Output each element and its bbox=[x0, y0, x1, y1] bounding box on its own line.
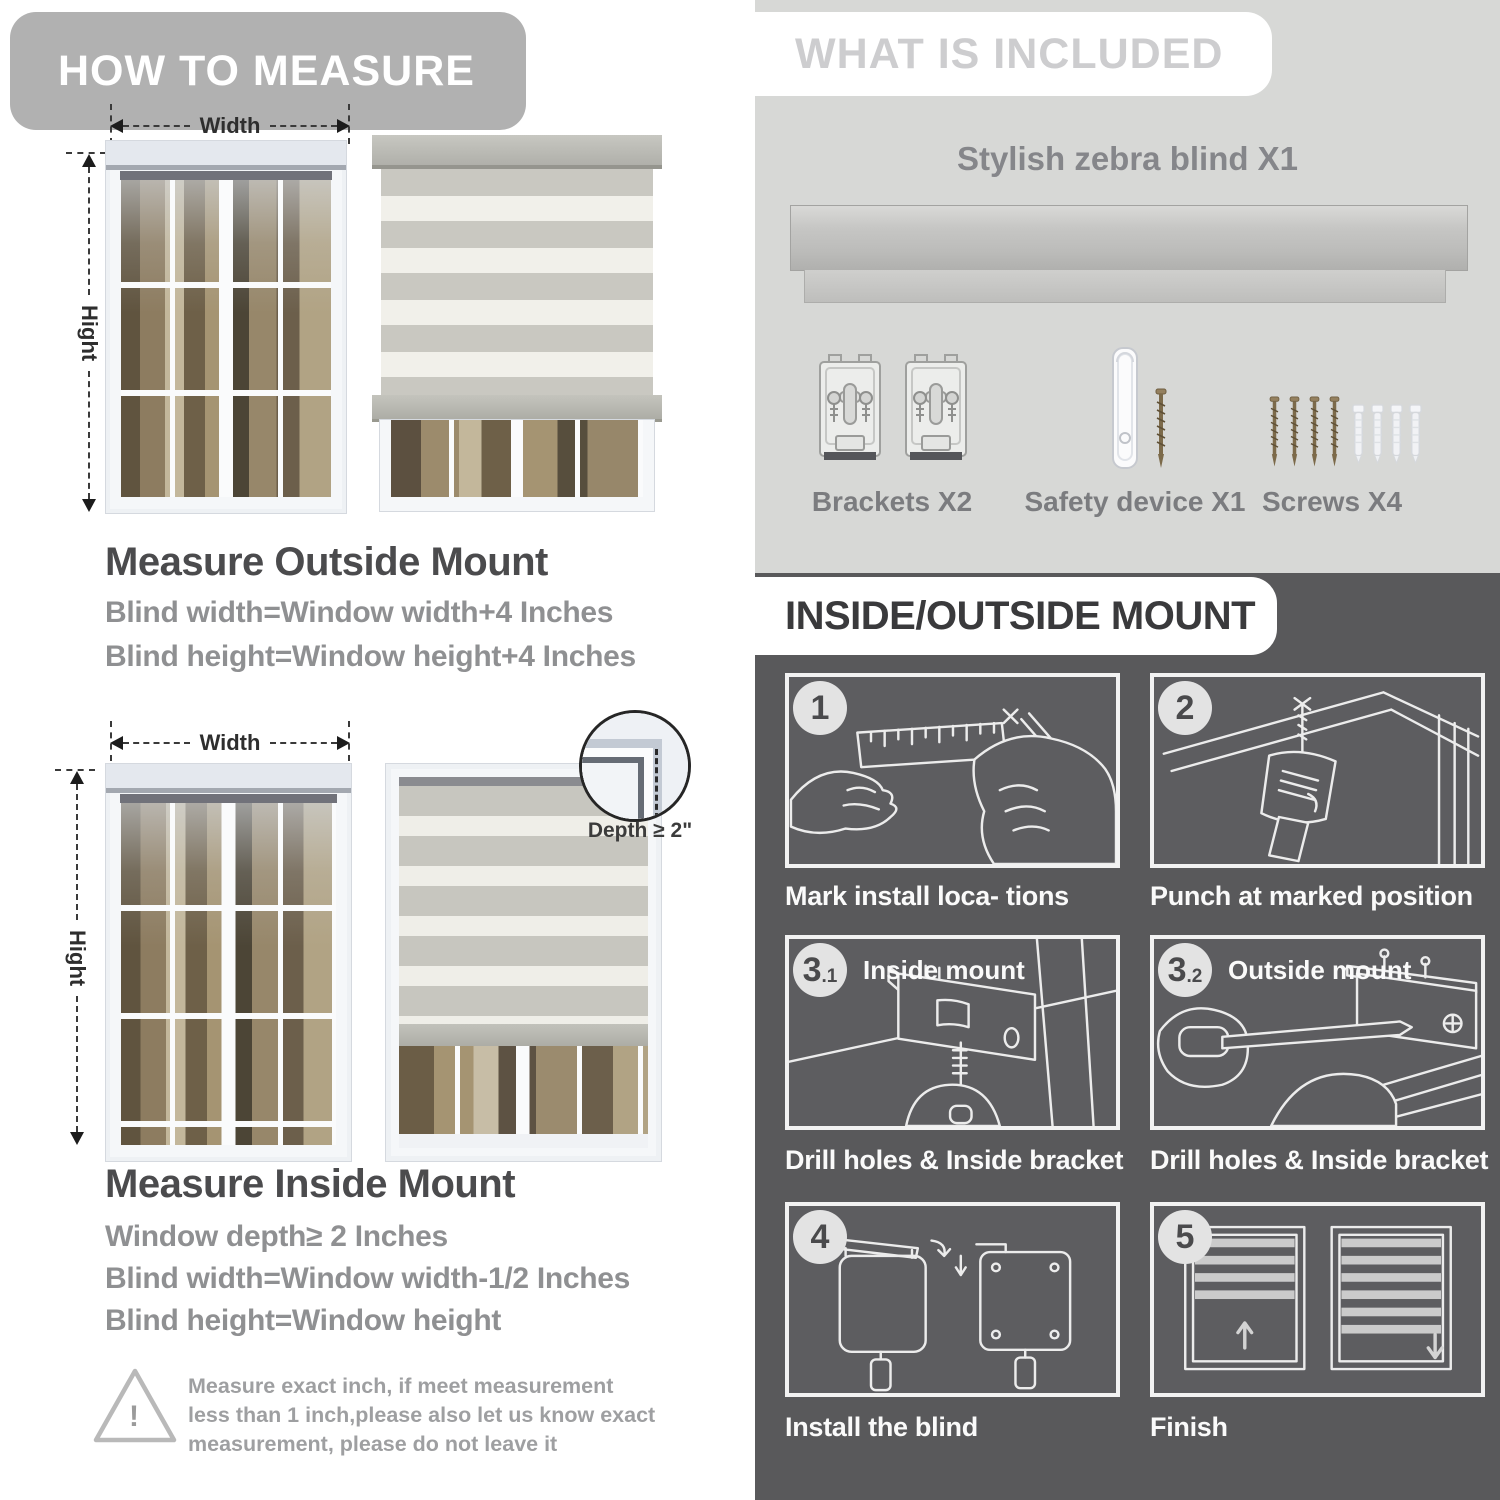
anchors-group bbox=[1351, 402, 1423, 466]
product-label: Stylish zebra blind X1 bbox=[956, 140, 1299, 177]
blind-bottom-rail bbox=[372, 395, 662, 422]
warning-text: Measure exact inch, if meet measurement less than 1 inch,please also let us know exact measurement, please do not leave it bbox=[188, 1374, 656, 1456]
screw-icon bbox=[1327, 396, 1342, 470]
arrow-down-icon bbox=[82, 499, 96, 512]
frame-inner-band bbox=[579, 757, 644, 822]
step-number: 1 bbox=[810, 689, 830, 727]
window-below-blind bbox=[379, 419, 655, 512]
window-head-board bbox=[106, 141, 346, 170]
what-is-included-title: WHAT IS INCLUDED bbox=[795, 29, 1224, 78]
step3-1-caption: Drill holes & Inside bracket bbox=[785, 1145, 1124, 1175]
safety-device-label: Safety device X1 bbox=[1024, 486, 1246, 517]
step-number: 5 bbox=[1175, 1218, 1195, 1256]
inside-mount-heading: Measure Inside Mount bbox=[105, 1162, 516, 1206]
arrow-left-icon bbox=[110, 736, 123, 750]
step-panel-2 bbox=[1150, 673, 1485, 868]
step-number: 4 bbox=[810, 1218, 830, 1256]
blind-bottom-rail bbox=[399, 1024, 648, 1048]
outside-mount-diagram bbox=[60, 110, 700, 520]
mount-section-header bbox=[755, 577, 1277, 655]
what-is-included-header bbox=[755, 12, 1272, 96]
height-arrow bbox=[76, 154, 102, 512]
wall-anchor-icon bbox=[1389, 402, 1404, 466]
step-panel-5 bbox=[1150, 1202, 1485, 1397]
blind-headrail bbox=[372, 135, 662, 169]
step-number-sub: .2 bbox=[1186, 966, 1203, 987]
outside-mount-label: Outside mount bbox=[1228, 955, 1412, 985]
screw-icon bbox=[1267, 396, 1282, 470]
step-panel-3-1 bbox=[785, 935, 1120, 1130]
step5-caption: Finish bbox=[1150, 1412, 1228, 1442]
brackets-label: Brackets X2 bbox=[811, 486, 973, 517]
step-number-badge bbox=[793, 681, 847, 735]
zebra-blind-illustration bbox=[372, 135, 662, 512]
inside-width-rule: Blind width=Window width-1/2 Inches bbox=[105, 1262, 631, 1295]
width-arrow bbox=[110, 114, 350, 138]
step-number: 3 bbox=[802, 951, 822, 989]
depth-label: Depth ≥ 2" bbox=[587, 819, 693, 842]
window-muntins bbox=[399, 1046, 648, 1134]
outside-mount-heading: Measure Outside Mount bbox=[105, 540, 548, 584]
width-label: Width bbox=[199, 730, 261, 755]
arrow-up-icon bbox=[82, 154, 96, 167]
bare-window-illustration bbox=[105, 140, 347, 514]
window-roller-shadow bbox=[120, 794, 337, 803]
arrow-up-icon bbox=[70, 771, 84, 784]
window-muntins bbox=[391, 420, 643, 497]
depth-dashed-line bbox=[655, 749, 658, 819]
height-arrow bbox=[64, 771, 90, 1145]
wall-anchor-icon bbox=[1370, 402, 1385, 466]
step-number-badge bbox=[793, 943, 847, 997]
window-bottom-rail bbox=[399, 1134, 648, 1148]
outside-width-rule: Blind width=Window width+4 Inches bbox=[105, 596, 614, 629]
step-panel-3-2 bbox=[1150, 935, 1485, 1130]
step-number-badge bbox=[1158, 681, 1212, 735]
width-label: Width bbox=[199, 113, 261, 138]
depth-detail-zoom bbox=[579, 710, 691, 822]
window-roller-shadow bbox=[120, 171, 332, 180]
step-panel-4 bbox=[785, 1202, 1120, 1397]
wall-anchor-icon bbox=[1351, 402, 1366, 466]
height-label: Hight bbox=[65, 929, 90, 987]
outside-height-rule: Blind height=Window height+4 Inches bbox=[105, 640, 636, 673]
window-muntins bbox=[121, 180, 331, 497]
step-number: 2 bbox=[1175, 689, 1195, 727]
arrow-right-icon bbox=[337, 736, 350, 750]
step-number-sub: .1 bbox=[821, 966, 838, 987]
step-number-badge bbox=[1158, 943, 1212, 997]
step2-caption: Punch at marked position bbox=[1150, 881, 1473, 911]
blind-valance-product bbox=[804, 270, 1446, 303]
mount-section-title: INSIDE/OUTSIDE MOUNT bbox=[785, 593, 1256, 638]
width-arrow bbox=[110, 731, 350, 755]
step-number-badge bbox=[793, 1210, 847, 1264]
step-number: 3 bbox=[1167, 951, 1187, 989]
height-label: Hight bbox=[77, 304, 102, 362]
inside-height-rule: Blind height=Window height bbox=[105, 1304, 502, 1337]
blind-stripes bbox=[381, 169, 653, 395]
window-muntins bbox=[121, 803, 336, 1145]
bracket-icon bbox=[813, 352, 887, 468]
exclamation-mark: ! bbox=[129, 1400, 139, 1433]
safety-device-icon bbox=[1103, 344, 1147, 476]
wall-anchor-icon bbox=[1408, 402, 1423, 466]
screws-label: Screws X4 bbox=[1261, 486, 1403, 517]
warning-icon bbox=[90, 1364, 180, 1448]
screw-icon bbox=[1307, 396, 1322, 470]
arrow-right-icon bbox=[337, 119, 350, 133]
inside-mount-diagram bbox=[55, 705, 715, 1170]
screw-icon bbox=[1287, 396, 1302, 470]
arrow-down-icon bbox=[70, 1132, 84, 1145]
screws-group bbox=[1267, 396, 1342, 470]
step3-2-caption: Drill holes & Inside bracket bbox=[1150, 1145, 1489, 1175]
how-to-measure-title: HOW TO MEASURE bbox=[58, 46, 475, 95]
step1-caption: Mark install loca- tions bbox=[785, 881, 1069, 911]
blind-headrail-product bbox=[790, 205, 1468, 271]
mount-steps-section bbox=[755, 573, 1500, 1500]
inside-depth-rule: Window depth≥ 2 Inches bbox=[105, 1220, 448, 1253]
inside-mount-label: Inside mount bbox=[863, 955, 1025, 985]
bare-window-illustration bbox=[105, 763, 352, 1162]
window-head-board bbox=[106, 764, 351, 793]
bracket-icon bbox=[899, 352, 973, 468]
screw-icon bbox=[1153, 388, 1169, 472]
step4-caption: Install the blind bbox=[785, 1412, 978, 1442]
what-is-included-section bbox=[755, 0, 1500, 573]
arrow-left-icon bbox=[110, 119, 123, 133]
step-panel-1 bbox=[785, 673, 1120, 868]
step-number-badge bbox=[1158, 1210, 1212, 1264]
